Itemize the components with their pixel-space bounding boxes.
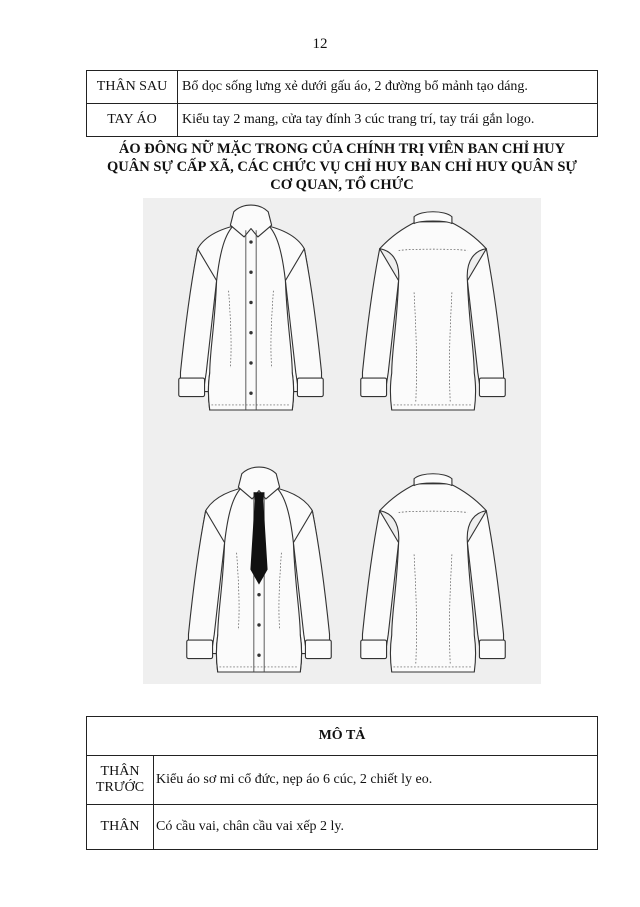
row-value-back: Bổ dọc sống lưng xẻ dưới gấu áo, 2 đường bổ mảnh tạo dáng. (178, 71, 598, 104)
top-description-table (86, 70, 598, 137)
table-row (87, 104, 598, 137)
row-label-front (87, 756, 154, 805)
table-header: MÔ TẢ (87, 717, 598, 756)
row-label-back: THÂN SAU (87, 71, 178, 104)
table-row (87, 756, 598, 805)
section-title-line-3: CƠ QUAN, TỔ CHỨC (270, 177, 414, 193)
section-title-line-2: QUÂN SỰ CẤP XÃ, CÁC CHỨC VỤ CHỈ HUY BAN CHỈ HUY QUÂN SỰ (107, 159, 577, 175)
row-label-sleeve: TAY ÁO (87, 104, 178, 137)
row-label-front-line-1: THÂN (100, 764, 140, 779)
section-title (86, 140, 598, 194)
row-label-front-line-2: TRƯỚC (95, 780, 145, 795)
back-shirt-top (361, 212, 505, 410)
back-shirt-bottom (361, 474, 505, 672)
row-value-sleeve: Kiểu tay 2 mang, cửa tay đính 3 cúc trang trí, tay trái gắn logo. (178, 104, 598, 137)
front-shirt-with-tie (187, 467, 331, 672)
front-shirt-top (179, 205, 323, 410)
row-label-back-yoke-line-1: THÂN (100, 819, 140, 834)
section-title-line-1: ÁO ĐÔNG NỮ MẶC TRONG CỦA CHÍNH TRỊ VIÊN BAN CHỈ HUY (118, 141, 566, 157)
row-value-front: Kiểu áo sơ mi cổ đức, nẹp áo 6 cúc, 2 chiết ly eo. (154, 756, 598, 805)
table-row (87, 71, 598, 104)
row-label-back-yoke (87, 805, 154, 850)
shirt-illustration (143, 198, 541, 684)
table-row (87, 805, 598, 850)
row-value-back-yoke: Có cầu vai, chân cầu vai xếp 2 ly. (154, 805, 598, 850)
table-header-row (87, 717, 598, 756)
page-number: 12 (312, 36, 328, 52)
bottom-description-table (86, 716, 598, 850)
